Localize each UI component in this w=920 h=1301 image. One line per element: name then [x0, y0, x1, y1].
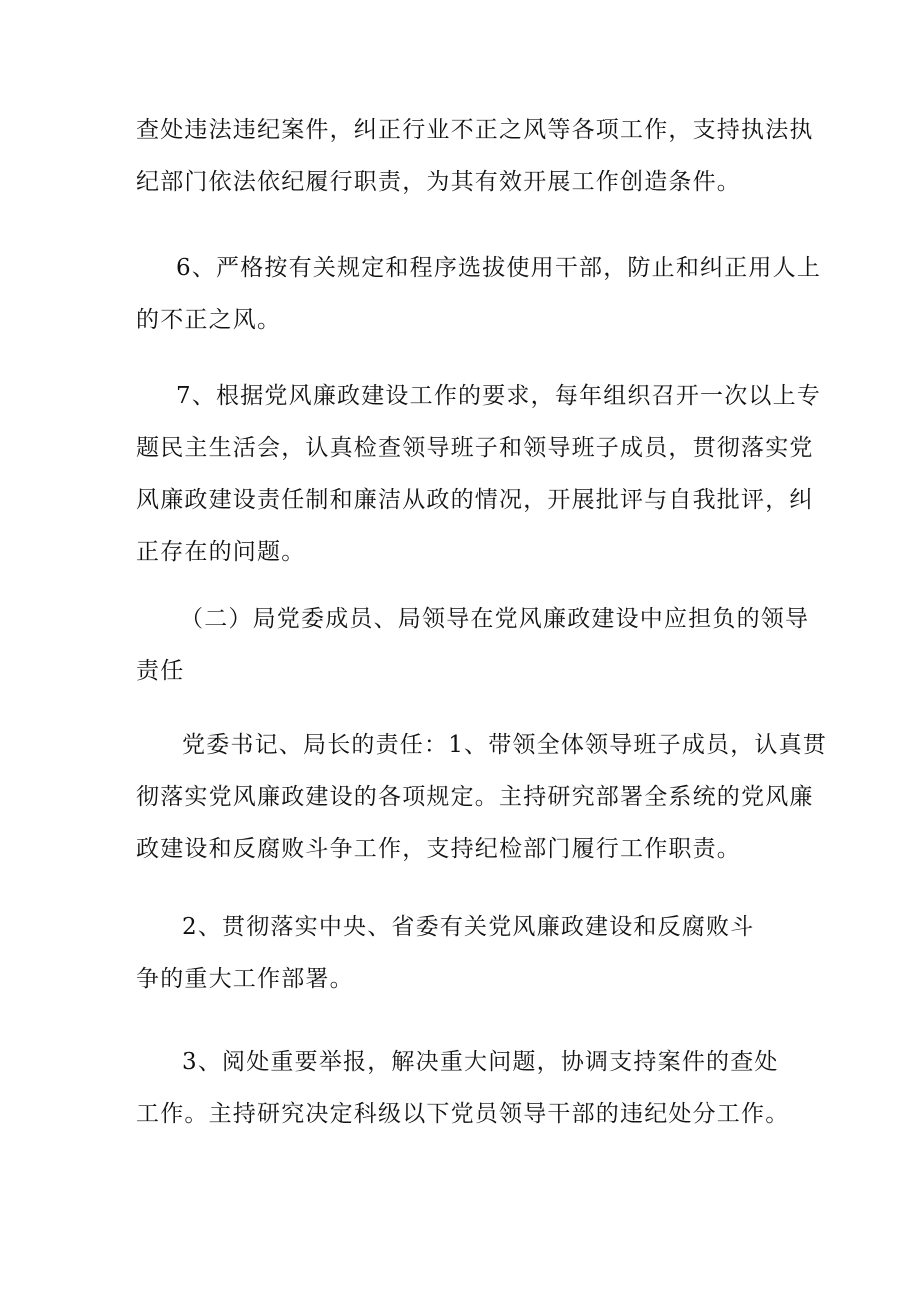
paragraph-item-7 — [136, 370, 822, 578]
text-line: 风廉政建设责任制和廉洁从政的情况，开展批评与自我批评，纠 — [136, 487, 814, 513]
text-line: 责任 — [136, 658, 185, 684]
text-line: 2、贯彻落实中央、省委有关党风廉政建设和反腐败斗 — [182, 914, 755, 940]
text-line: 7、根据党风廉政建设工作的要求，每年组织召开一次以上专 — [176, 383, 822, 409]
text-line: 争的重大工作部署。 — [136, 966, 354, 992]
paragraph-secretary-duties — [136, 719, 828, 875]
paragraph-case-handling — [136, 104, 814, 208]
text-line: 6、严格按有关规定和程序选拔使用干部，防止和纠正用人上 — [176, 255, 822, 281]
text-line: 正存在的问题。 — [136, 539, 306, 565]
text-line: 政建设和反腐败斗争工作，支持纪检部门履行工作职责。 — [136, 836, 741, 862]
text-line: 党委书记、局长的责任：1、带领全体领导班子成员，认真贯 — [182, 732, 828, 758]
paragraph-item-3 — [136, 1036, 791, 1140]
text-line: 的不正之风。 — [136, 307, 282, 333]
text-line: 纪部门依法依纪履行职责，为其有效开展工作创造条件。 — [136, 169, 741, 195]
text-line: （二）局党委成员、局领导在党风廉政建设中应担负的领导 — [180, 606, 810, 632]
section-heading-2 — [136, 593, 810, 697]
text-line: 3、阅处重要举报，解决重大问题，协调支持案件的查处 — [182, 1049, 779, 1075]
text-line: 题民主生活会，认真检查领导班子和领导班子成员，贯彻落实党 — [136, 435, 814, 461]
paragraph-item-2 — [136, 901, 791, 1005]
paragraph-item-6 — [136, 242, 822, 346]
text-line: 查处违法违纪案件，纠正行业不正之风等各项工作，支持执法执 — [136, 117, 814, 143]
text-line: 工作。主持研究决定科级以下党员领导干部的违纪处分工作。 — [136, 1101, 790, 1127]
text-line: 彻落实党风廉政建设的各项规定。主持研究部署全系统的党风廉 — [136, 784, 814, 810]
